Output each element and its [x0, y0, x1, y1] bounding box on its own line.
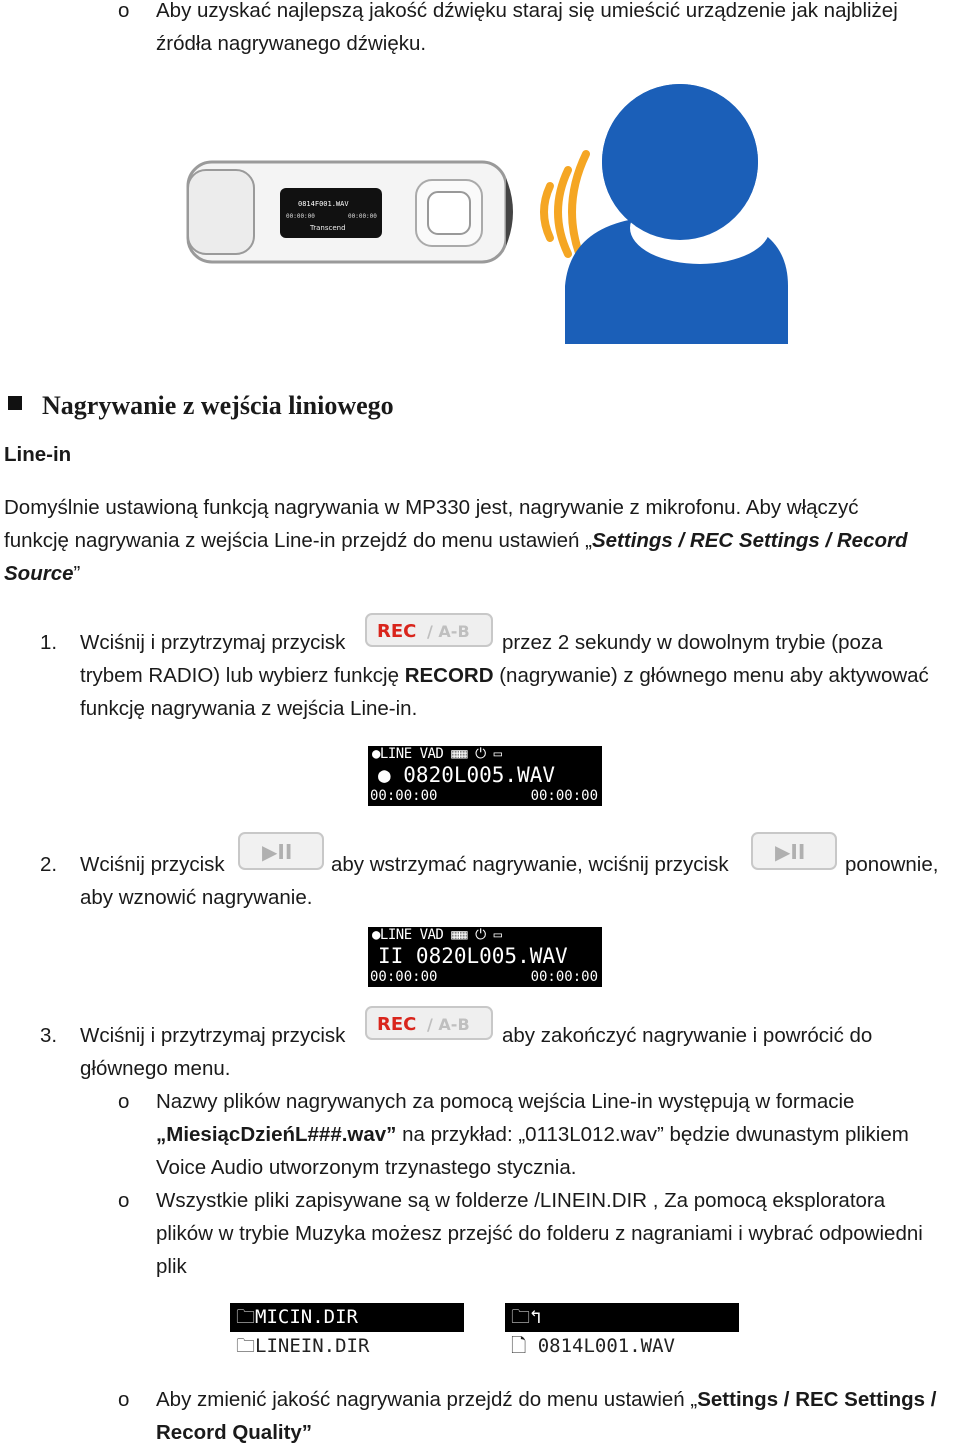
bullet-text-part: na przykład: „0113L012.wav” będzie dwunastym plikiem [396, 1123, 909, 1146]
settings-path: Settings / REC Settings / Record [591, 529, 908, 552]
ab-label: / A-B [427, 622, 470, 641]
step-text: aby wstrzymać nagrywanie, wciśnij przycisk [331, 853, 729, 876]
lcd-recording-screen [368, 746, 602, 806]
lcd-file-name: ● 0820L005.WAV [378, 763, 556, 787]
bullet-marker: o [118, 1090, 130, 1113]
record-keyword: RECORD [404, 664, 494, 687]
step-text: głównego menu. [80, 1057, 231, 1080]
device-screen-time-left: 00:00:00 [286, 213, 315, 220]
lcd-status-bar: ●LINE VAD ▦▦ ⏻ ▭ [372, 746, 502, 762]
step-text: aby zakończyć nagrywanie i powrócić do [502, 1024, 873, 1047]
step-text: ponownie, [845, 853, 939, 876]
bullet-marker: o [118, 1388, 130, 1411]
file-list-screen [505, 1303, 739, 1361]
step-text: Wciśnij przycisk [80, 853, 225, 876]
section-subtitle: Line-in [4, 443, 72, 466]
lcd-time-total: 00:00:00 [530, 969, 598, 985]
step-text: aby wznowić nagrywanie. [80, 886, 313, 909]
lcd-paused-screen [368, 927, 602, 987]
bullet-text-line: Wszystkie pliki zapisywane są w folderze /LINEIN.DIR , Za pomocą eksploratora [156, 1189, 886, 1212]
settings-path-end: Source [4, 562, 74, 585]
bullet-text-line [156, 1118, 909, 1151]
device-screen-time-right: 00:00:00 [348, 213, 377, 220]
device-brand: Transcend [310, 224, 346, 232]
lcd-status-bar: ●LINE VAD ▦▦ ⏻ ▭ [372, 927, 502, 943]
step-text: przez 2 sekundy w dowolnym trybie (poza [502, 631, 883, 654]
folder-list-screen [230, 1303, 464, 1361]
step-text [80, 659, 929, 692]
bullet-marker: o [118, 1189, 130, 1212]
intro-line [4, 524, 908, 557]
bullet-text-line [156, 1383, 936, 1416]
step-text: Wciśnij i przytrzymaj przycisk [80, 631, 346, 654]
play-pause-icon: ▶II [262, 840, 293, 864]
play-pause-button-image [238, 832, 324, 870]
lcd-time-row [370, 788, 598, 804]
rec-label: REC [377, 1014, 417, 1035]
bullet-text-line: Voice Audio utworzonym trzynastego stycznia. [156, 1156, 577, 1179]
step-number: 3. [40, 1024, 58, 1047]
filename-format: „MiesiącDzieńL###.wav” [156, 1123, 397, 1146]
bullet-text-line: źródła nagrywanego dźwięku. [156, 32, 427, 55]
folder-up-item: 🗀↰ [505, 1303, 739, 1332]
recording-illustration [180, 78, 800, 348]
folder-item-linein: 🗀LINEIN.DIR [230, 1332, 464, 1361]
intro-text: funkcję nagrywania z wejścia Line-in przejdź do menu ustawień „ [4, 529, 592, 552]
step-number: 2. [40, 853, 58, 876]
step-text-part: (nagrywanie) z głównego menu aby aktywować [493, 664, 929, 687]
play-pause-icon: ▶II [775, 840, 806, 864]
rec-ab-button-image [365, 613, 493, 647]
section-title: Nagrywanie z wejścia liniowego [42, 391, 394, 420]
lcd-time-total: 00:00:00 [530, 788, 598, 804]
settings-path: Settings / REC Settings / [697, 1388, 937, 1411]
bullet-text-line: Aby uzyskać najlepszą jakość dźwięku staraj się umieścić urządzenie jak najbliżej [156, 0, 898, 22]
rec-ab-button-image [365, 1006, 493, 1040]
intro-line [4, 557, 80, 590]
mp3-player-image [188, 162, 513, 262]
device-screen-file: 0814F001.WAV [298, 200, 349, 208]
closing-quote: ” [73, 562, 81, 585]
step-number: 1. [40, 631, 58, 654]
intro-line: Domyślnie ustawioną funkcją nagrywania w MP330 jest, nagrywanie z mikrofonu. Aby włączyć [4, 496, 859, 519]
lcd-time-row [370, 969, 598, 985]
heading-bullet-square [8, 396, 22, 410]
bullet-text-part: Aby zmienić jakość nagrywania przejdź do menu ustawień „ [156, 1388, 698, 1411]
lcd-file-name: II 0820L005.WAV [378, 944, 568, 968]
step-text-part: trybem RADIO) lub wybierz funkcję [80, 664, 405, 687]
lcd-time-elapsed: 00:00:00 [370, 969, 438, 985]
bullet-marker: o [118, 0, 130, 22]
file-item: 🗋 0814L001.WAV [505, 1332, 739, 1361]
settings-path-end: Record Quality” [156, 1421, 313, 1444]
play-pause-button-image [751, 832, 837, 870]
bullet-text-line: plik [156, 1255, 187, 1278]
person-icon [565, 84, 788, 344]
folder-item-micin: 🗀MICIN.DIR [230, 1303, 464, 1332]
bullet-text-line: plików w trybie Muzyka możesz przejść do folderu z nagraniami i wybrać odpowiedni [156, 1222, 923, 1245]
rec-label: REC [377, 621, 417, 642]
bullet-text-line: Nazwy plików nagrywanych za pomocą wejścia Line-in występują w formacie [156, 1090, 855, 1113]
lcd-time-elapsed: 00:00:00 [370, 788, 438, 804]
ab-label: / A-B [427, 1015, 470, 1034]
step-text: funkcję nagrywania z wejścia Line-in. [80, 697, 418, 720]
step-text: Wciśnij i przytrzymaj przycisk [80, 1024, 346, 1047]
